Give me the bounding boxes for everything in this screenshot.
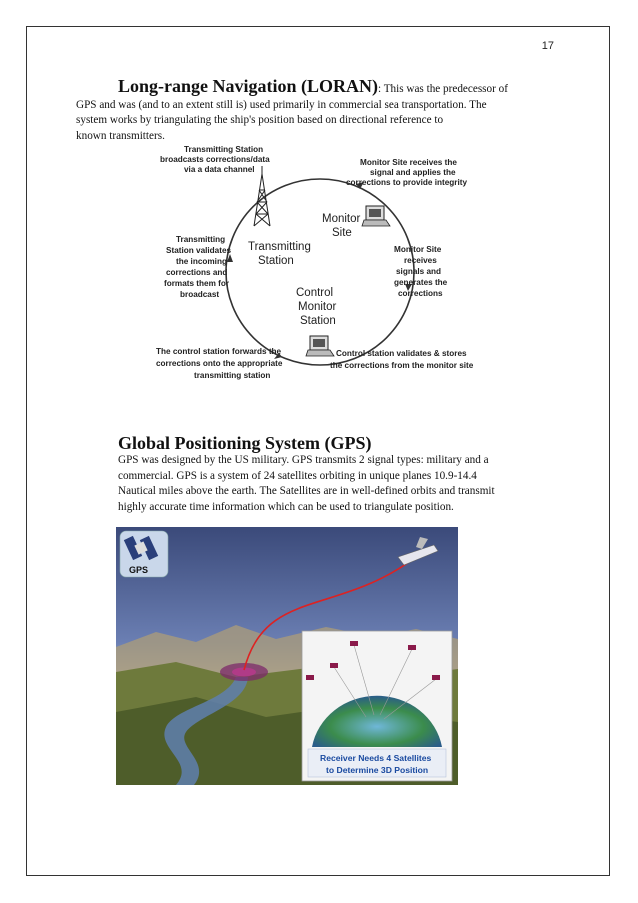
gps-illustration — [116, 527, 458, 785]
diagram-svg — [150, 144, 490, 389]
inset-caption: Receiver Needs 4 Satellites to Determine 3D Position — [320, 753, 432, 775]
gps-paragraph — [118, 453, 558, 515]
control-monitor-station-node: Control Monitor Station — [296, 287, 337, 327]
diagram-label-right: Monitor Site receives signals and generates the corrections — [394, 245, 448, 298]
loran-correction-diagram — [150, 144, 490, 389]
gps-heading: Global Positioning System (GPS) — [118, 433, 372, 453]
satellite-inset-panel — [302, 631, 452, 781]
diagram-label-left: Transmitting Station validates the incoming corrections and formats them for broadcast — [164, 235, 232, 299]
loran-heading: Long-range Navigation (LORAN) — [118, 76, 378, 96]
gps-line-1: GPS was designed by the US military. GPS transmits 2 signal types: military and a — [118, 454, 489, 466]
monitor-site-node: Monitor Site — [322, 213, 361, 239]
diagram-label-bottom-left: The control station forwards the corrections onto the appropriate transmitting station — [156, 347, 283, 380]
diagram-label-bottom-right: Control station validates & stores the corrections from the monitor site — [330, 349, 474, 370]
gps-badge-label: GPS — [129, 565, 149, 575]
tower-icon — [254, 166, 270, 226]
gps-line-3: Nautical miles above the earth. The Satellites are in well-defined orbits and transmit — [118, 485, 495, 497]
diagram-label-top-left: Transmitting Station broadcasts corrections/data via a data channel — [160, 145, 270, 174]
loran-line-4: known transmitters. — [76, 129, 165, 142]
page-number: 17 — [541, 40, 554, 52]
loran-paragraph — [76, 76, 556, 144]
loran-line-2: GPS and was (and to an extent still is) used primarily in commercial sea transportation. The — [76, 98, 487, 111]
loran-line-1: : This was the predecessor of — [378, 83, 508, 95]
transmitting-station-node: Transmitting Station — [248, 241, 311, 267]
monitor-computer-icon — [362, 206, 390, 226]
control-computer-icon — [306, 336, 334, 356]
gps-badge — [120, 531, 168, 577]
gps-line-4: highly accurate time information which can be used to triangulate position. — [118, 500, 454, 513]
gps-illustration-svg — [116, 527, 458, 785]
gps-line-2: commercial. GPS is a system of 24 satellites orbiting in unique planes 10.9-14.4 — [118, 469, 477, 482]
diagram-label-top-right: Monitor Site receives the signal and applies the corrections to provide integrity — [346, 158, 468, 187]
loran-line-3: system works by triangulating the ship's position based on directional reference to — [76, 114, 444, 126]
